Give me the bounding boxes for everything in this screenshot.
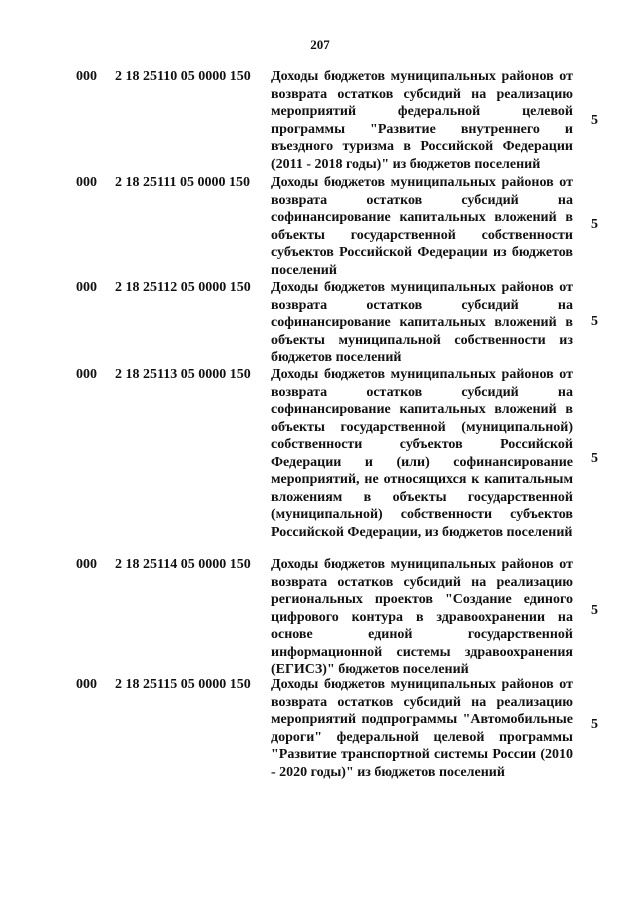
- page-number: 207: [310, 37, 330, 52]
- admin-code: 000: [76, 677, 97, 692]
- income-code: 2 18 25115 05 0000 150: [115, 677, 251, 692]
- income-code: 2 18 25114 05 0000 150: [115, 557, 251, 572]
- income-name: Доходы бюджетов муниципальных районов от возврата остатков субсидий на реализацию мероприятий подпрограммы "Автомобильные дороги" федеральной целевой программы "Развитие транспортной системы России (2010 - 2020 годы)" из бюджетов поселений: [271, 677, 573, 780]
- admin-code: 000: [76, 69, 97, 84]
- income-name: Доходы бюджетов муниципальных районов от возврата остатков субсидий на реализацию мероприятий федеральной целевой программы "Развитие внутреннего и въездного туризма в Российской Федерации (2011 - 2018 годы)" из бюджетов поселений: [271, 69, 573, 172]
- income-name: Доходы бюджетов муниципальных районов от возврата остатков субсидий на софинансирование капитальных вложений в объекты государственной собственности субъектов Российской Федерации из бюджетов поселений: [271, 175, 573, 278]
- norm-value: 5: [591, 217, 598, 232]
- admin-code: 000: [76, 280, 97, 295]
- admin-code: 000: [76, 367, 97, 382]
- norm-value: 5: [591, 314, 598, 329]
- admin-code: 000: [76, 175, 97, 190]
- income-name: Доходы бюджетов муниципальных районов от возврата остатков субсидий на реализацию региональных проектов "Создание единого цифрового контура в здравоохранении на основе единой государственной информационной системы здравоохранения (ЕГИСЗ)" бюджетов поселений: [271, 557, 573, 677]
- income-code: 2 18 25110 05 0000 150: [115, 69, 251, 84]
- income-code: 2 18 25113 05 0000 150: [115, 367, 251, 382]
- income-code: 2 18 25111 05 0000 150: [115, 175, 250, 190]
- income-name: Доходы бюджетов муниципальных районов от возврата остатков субсидий на софинансирование капитальных вложений в объекты муниципальной собственности из бюджетов поселений: [271, 280, 573, 365]
- income-name: Доходы бюджетов муниципальных районов от возврата остатков субсидий на софинансирование капитальных вложений в объекты государственной (муниципальной) собственности субъектов Российской Федерации и (или) софинансирование мероприятий, не относящихся к капитальным вложениям в объекты государственной (муниципальной) собственности субъектов Российской Федерации, из бюджетов поселений: [271, 367, 573, 540]
- norm-value: 5: [591, 451, 598, 466]
- income-code: 2 18 25112 05 0000 150: [115, 280, 251, 295]
- norm-value: 5: [591, 603, 598, 618]
- norm-value: 5: [591, 717, 598, 732]
- norm-value: 5: [591, 113, 598, 128]
- admin-code: 000: [76, 557, 97, 572]
